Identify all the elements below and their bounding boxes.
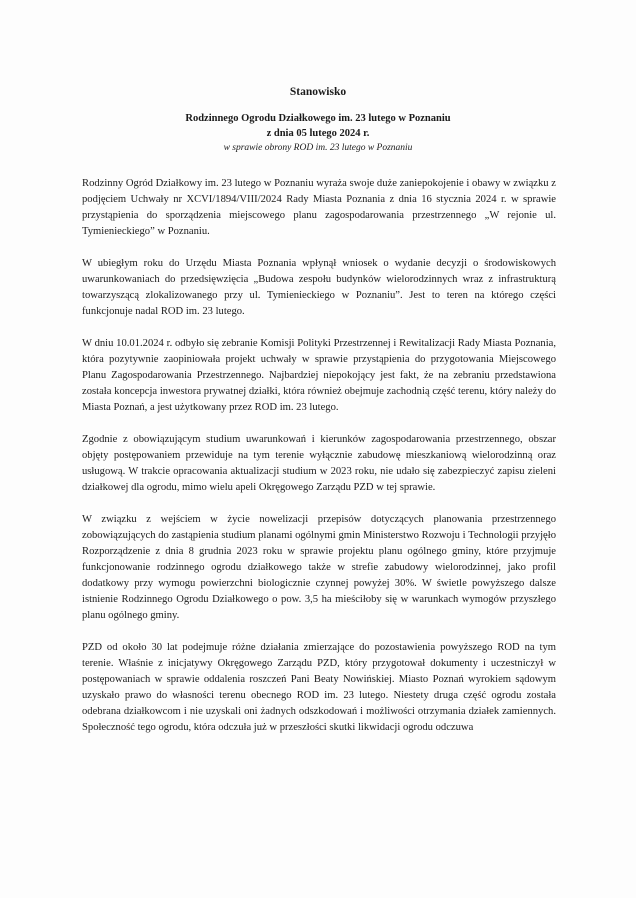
paragraph-6: PZD od około 30 lat podejmuje różne działania zmierzające do pozostawienia powyższego ROD na tym terenie. Właśnie z inicjatywy Okręgowego Zarządu PZD, który przygotował dokumenty i uczestniczył w postępowaniach w sprawie oddalenia roszczeń Pani Beaty Nowińskiej. Miasto Poznań wyrokiem sądowym uzyskało prawo do własności terenu obecnego ROD im. 23 lutego. Niestety druga część ogrodu została odebrana działkowcom i nie uzyskali oni żadnych odszkodowań i możliwości otrzymania działek zamiennych. Społeczność tego ogrodu, która odczuła już w przeszłości skutki likwidacji ogrodu odczuwa <box>82 642 556 733</box>
paragraph-2: W ubiegłym roku do Urzędu Miasta Poznania wpłynął wniosek o wydanie decyzji o środowiskowych uwarunkowaniach do przedsięwzięcia „Budowa zespołu budynków wielorodzinnych wraz z infrastrukturą towarzyszącą zlokalizowanego przy ul. Tymienieckiego w Poznaniu”. Jest to teren na którego części funkcjonuje nadal ROD im. 23 lutego. <box>82 258 556 317</box>
document-title: Stanowisko <box>289 86 347 98</box>
paragraph-5: W związku z wejściem w życie nowelizacji przepisów dotyczących planowania przestrzennego zobowiązujących do zastąpienia studium planami ogólnymi gmin Ministerstwo Rozwoju i Technologii przyjęło Rozporządzenie z dnia 8 grudnia 2023 roku w sprawie projektu planu ogólnego gminy, które przyjmuje funkcjonowanie rodzinnego ogrodu działkowego także w strefie zabudowy wielorodzinnej, jako profil dodatkowy przy wymogu powierzchni biologicznie czynnej powyżej 30%. W świetle powyższego dalsze istnienie Rodzinnego Ogrodu Działkowego o pow. 3,5 ha mieściłoby się w warunkach wymogów przyszłego planu ogólnego gminy. <box>82 514 556 621</box>
paragraph-3: W dniu 10.01.2024 r. odbyło się zebranie Komisji Polityki Przestrzennej i Rewitalizacji Rady Miasta Poznania, która pozytywnie zaopiniowała projekt uchwały w sprawie przystąpienia do przygotowania Miejscowego Planu Zagospodarowania Przestrzennego. Najbardziej niepokojący jest fakt, że na zebraniu przedstawiona została koncepcja inwestora prywatnej działki, która również obejmuje zachodnią część terenu, który należy do Miasta Poznań, a jest użytkowany przez ROD im. 23 lutego. <box>82 338 556 413</box>
document-subject: w sprawie obrony ROD im. 23 lutego w Poznaniu <box>223 143 413 153</box>
paragraph-4: Zgodnie z obowiązującym studium uwarunkowań i kierunków zagospodarowania przestrzennego, obszar objęty postępowaniem przewiduje na tym terenie wyłącznie zabudowę mieszkaniową wielorodzinną oraz usługową. W trakcie opracowania aktualizacji studium w 2023 roku, nie udało się zabezpieczyć zapisu zieleni działkowej dla ogrodu, mimo wielu apeli Okręgowego Zarządu PZD w tej sprawie. <box>82 434 556 493</box>
document-body <box>82 176 556 736</box>
paragraph-1: Rodzinny Ogród Działkowy im. 23 lutego w Poznaniu wyraża swoje duże zaniepokojenie i obawy w związku z podjęciem Uchwały nr XCVI/1894/VIII/2024 Rady Miasta Poznania z dnia 16 stycznia 2024 r. w sprawie przystąpienia do sporządzenia miejscowego planu zagospodarowania przestrzennego „W rejonie ul. Tymienieckiego” w Poznaniu. <box>82 178 556 237</box>
document-subtitle-issuer: Rodzinnego Ogrodu Działkowego im. 23 lutego w Poznaniu <box>185 113 451 124</box>
document-subtitle-date: z dnia 05 lutego 2024 r. <box>266 128 370 139</box>
